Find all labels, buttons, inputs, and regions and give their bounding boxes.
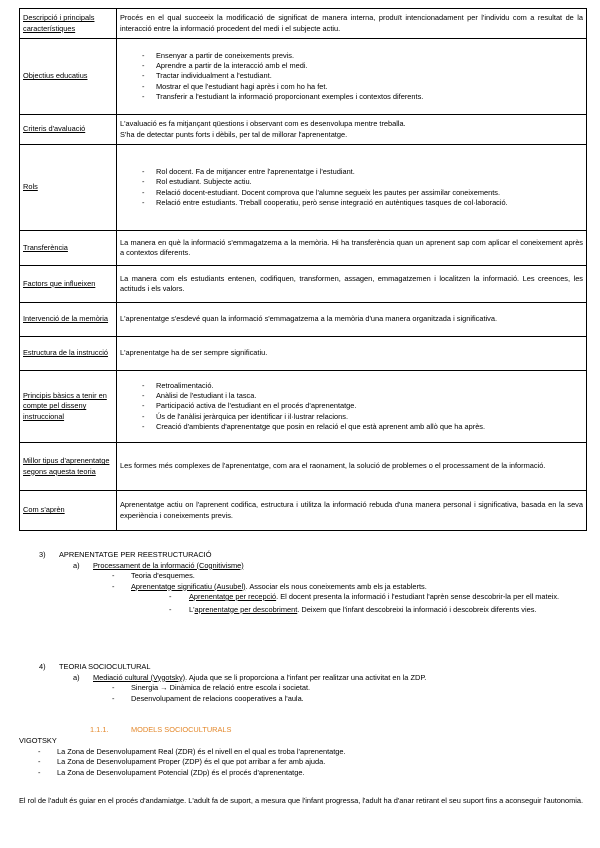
- list-item: - Relació entre estudiants. Treball cooperatiu, però sense integració en autèntiques tasques de col·laboració.: [146, 198, 583, 208]
- table-row: [20, 266, 587, 303]
- subsection-letter: a): [73, 672, 80, 682]
- row-text: L'aprenentatge ha de ser sempre significatiu.: [117, 337, 587, 371]
- list-item: - Aprendre a partir de la interacció amb el medi.: [146, 61, 583, 71]
- row-label: Com s'aprèn: [20, 491, 117, 531]
- row-label: Objectius educatius: [20, 39, 117, 115]
- principles-list: [120, 381, 583, 432]
- row-label: Descripció i principals característiques: [20, 9, 117, 39]
- section-number: 3): [39, 550, 46, 559]
- list-item: - Mostrar el que l'estudiant hagi après i com ho ha fet.: [146, 82, 583, 92]
- list-item: - Transferir a l'estudiant la informació proporcionant exemples i contextos diferents.: [146, 92, 583, 102]
- table-row: [20, 303, 587, 337]
- row-label: Estructura de la instrucció: [20, 337, 117, 371]
- concept-text: . Associar els nous coneixements amb els ja establerts.: [245, 581, 427, 591]
- list-item: Sinergia → Dinàmica de relació entre escola i societat.: [131, 683, 311, 692]
- row-line: L'avaluació es fa mitjançant qüestions i observant com es desenvolupa mentre treballa.: [120, 119, 406, 129]
- subsection-title: Processament de la informació (Cognitivisme): [93, 560, 244, 570]
- section-4: 4) TEORIA SOCIOCULTURAL a) Mediació cultural (Vygotsky). Ajuda que se li proporciona a l'infant per realitzar una activitat en la ZDP. - Sinergia → Dinàmica de relació entre escola i societat. - Desenvolupament de relacions cooperatives a l'aula.: [39, 662, 427, 703]
- list-item: - Tractar individualment a l'estudiant.: [146, 71, 583, 81]
- subsection-letter: a): [73, 560, 80, 570]
- section-title: TEORIA SOCIOCULTURAL: [59, 662, 151, 671]
- concept-text: . Deixem que l'infant descobreixi la informació i descobreix diferents vies.: [297, 604, 537, 614]
- concept-term: Aprenentatge significatiu (Ausubel): [131, 581, 246, 591]
- list-item: - Relació docent-estudiant. Docent comprova que l'alumne segueix les pautes per assimilar coneixements.: [146, 188, 583, 198]
- table-row: [20, 115, 587, 145]
- row-text: La manera en què la informació s'emmagatzema a la memòria. Hi ha transferència quan un aprenent sap com aplicar el coneixement après a contextos diferents.: [117, 231, 587, 266]
- heading-number: 1.1.1.: [90, 725, 109, 734]
- list-item: La Zona de Desenvolupament Proper (ZDP) és el que pot arribar a fer amb ajuda.: [57, 757, 326, 766]
- section-title: APRENENTATGE PER REESTRUCTURACIÓ: [59, 550, 212, 559]
- list-item: - Ensenyar a partir de coneixements previs.: [146, 51, 583, 61]
- table-row: [20, 9, 587, 39]
- row-label: Rols: [20, 145, 117, 231]
- row-line: S'ha de detectar punts forts i dèbils, per tal de millorar l'aprenentatge.: [120, 129, 348, 139]
- section-number: 4): [39, 662, 46, 671]
- row-text: La manera com els estudiants entenen, codifiquen, transformen, assagen, emmagatzemen i localitzen la informació. Les creences, les actituds i els valors.: [117, 266, 587, 303]
- concept-term: Aprenentatge per recepció: [189, 592, 277, 601]
- list-item: - Rol estudiant. Subjecte actiu.: [146, 177, 583, 187]
- list-item: - Anàlisi de l'estudiant i la tasca.: [146, 391, 583, 401]
- roles-list: [120, 167, 583, 208]
- theory-table: [19, 8, 587, 531]
- table-row: [20, 231, 587, 266]
- table-row: [20, 491, 587, 531]
- subsection-title: Mediació cultural (Vygotsky): [93, 672, 186, 682]
- row-text: Aprenentatge actiu on l'aprenent codifica, estructura i utilitza la informació rebuda d'una manera personal i significativa, basada en la seva experiència i coneixements previs.: [117, 491, 587, 531]
- list-item: La Zona de Desenvolupament Potencial (ZDp) és el procés d'aprenentatge.: [57, 767, 305, 777]
- row-text: L'aprenentatge s'esdevé quan la informació s'emmagatzema a la memòria d'una manera organitzada i significativa.: [117, 303, 587, 337]
- heading-title: MODELS SOCIOCULTURALS: [131, 725, 232, 734]
- list-item: La Zona de Desenvolupament Real (ZDR) és el nivell en el qual es troba l'aprenentatge.: [57, 746, 346, 756]
- table-row: [20, 145, 587, 231]
- row-label: Millor tipus d'aprenentatge segons aquesta teoria: [20, 443, 117, 491]
- list-item: - Participació activa de l'estudiant en el procés d'aprenentatge.: [146, 401, 583, 411]
- list-item: - Creació d'ambients d'aprenentatge que posin en relació el que està aprenent amb allò que ha après.: [146, 422, 583, 432]
- row-text: Les formes més complexes de l'aprenentatge, com ara el raonament, la solució de problemes o el processament de la informació.: [117, 443, 587, 491]
- list-item: - Rol docent. Fa de mitjancer entre l'aprenentatge i l'estudiant.: [146, 167, 583, 177]
- concept-text: . El docent presenta la informació i l'estudiant l'aprèn sense descobrir-la per ell mateix.: [276, 592, 560, 601]
- list-item: - Retroalimentació.: [146, 381, 583, 391]
- row-label: Principis bàsics a tenir en compte pel disseny instruccional: [20, 371, 117, 443]
- subsection-text: . Ajuda que se li proporciona a l'infant per realitzar una activitat en la ZDP.: [185, 672, 427, 682]
- section-3: 3) APRENENTATGE PER REESTRUCTURACIÓ a) Processament de la informació (Cognitivisme) - Teoria d'esquemes. - Aprenentatge significatiu (Ausubel). Associar els nous coneixements amb els ja establerts. - Aprenentatge per recepció. El docent presenta la informació i l'estudiant l'aprèn sense descobrir-la per ell mateix. - L'aprenentatge per descobriment. Deixem que l'infant descobreixi la informació i descobreix diferents vies.: [39, 550, 560, 614]
- concept-term: aprenentatge per descobriment: [194, 604, 298, 614]
- list-item: - Ús de l'anàlisi jeràrquica per identificar i il·lustrar relacions.: [146, 412, 583, 422]
- table-row: [20, 39, 587, 115]
- row-text: Procés en el qual succeeix la modificació de significat de manera interna, produït intencionadament per l'individu com a resultat de la interacció entre la informació procedent del medi i el subjecte actiu.: [117, 9, 587, 39]
- row-label: Transferència: [20, 231, 117, 266]
- table-row: [20, 337, 587, 371]
- list-item: Desenvolupament de relacions cooperatives a l'aula.: [131, 693, 304, 703]
- closing-paragraph: El rol de l'adult és guiar en el procés d'andamiatge. L'adult fa de suport, a mesura que l'infant progressa, l'adult ha d'anar retirant el seu suport fins a aconseguir l'autonomia.: [19, 796, 584, 805]
- row-label: Factors que influeixen: [20, 266, 117, 303]
- vigotsky-section: VIGOTSKY - La Zona de Desenvolupament Real (ZDR) és el nivell en el qual es troba l'aprenentatge. - La Zona de Desenvolupament Proper (ZDP) és el que pot arribar a fer amb ajuda. - La Zona de Desenvolupament Potencial (ZDp) és el procés d'aprenentatge.: [19, 736, 587, 778]
- table-row: [20, 371, 587, 443]
- objectives-list: [120, 51, 583, 102]
- row-label: Intervenció de la memòria: [20, 303, 117, 337]
- list-item: Teoria d'esquemes.: [131, 571, 195, 580]
- vigotsky-heading: VIGOTSKY: [19, 736, 57, 745]
- models-heading: [19, 725, 587, 736]
- row-label: Criteris d'avaluació: [20, 115, 117, 145]
- table-row: [20, 443, 587, 491]
